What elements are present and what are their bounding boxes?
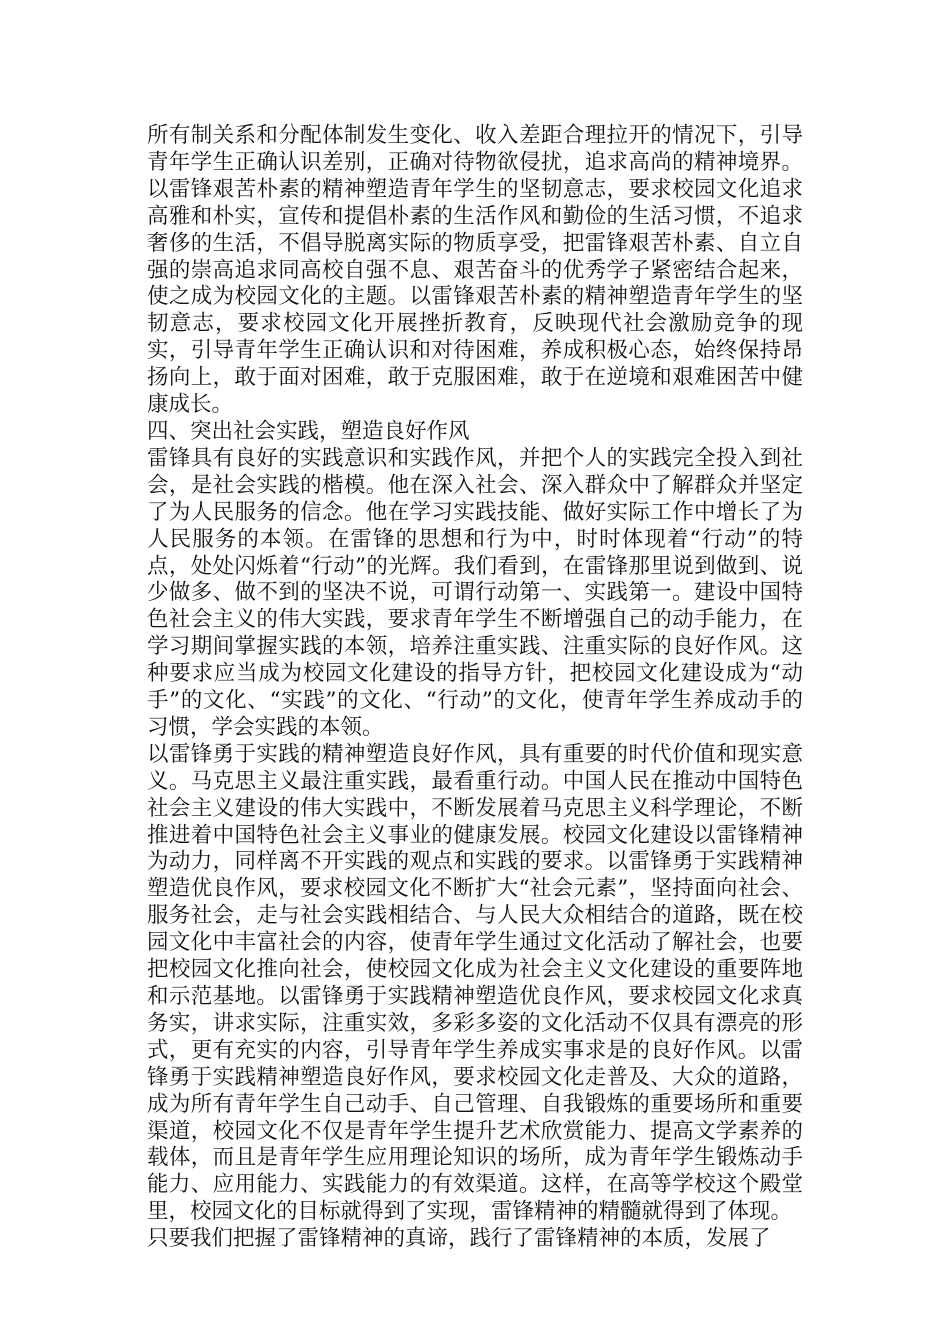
paragraph-simple-living: 所有制关系和分配体制发生变化、收入差距合理拉开的情况下，引导青年学生正确认识差别，正确对待物欲侵扰，追求高尚的精神境界。以雷锋艰苦朴素的精神塑造青年学生的坚韧意志，要求校园文化追求高雅和朴实，宣传和提倡朴素的生活作风和勤俭的生活习惯，不追求奢侈的生活，不倡导脱离实际的物质享受，把雷锋艰苦朴素、自立自强的崇高追求同高校自强不息、艰苦奋斗的优秀学子紧密结合起来，使之成为校园文化的主题。以雷锋艰苦朴素的精神塑造青年学生的坚韧意志，要求校园文化开展挫折教育，反映现代社会激励竞争的现实，引导青年学生正确认识和对待困难，养成积极心态，始终保持昂扬向上，敢于面对困难，敢于克服困难，敢于在逆境和艰难困苦中健康成长。 bbox=[147, 123, 803, 418]
paragraph-conclusion-start: 只要我们把握了雷锋精神的真谛，践行了雷锋精神的本质，发展了 bbox=[147, 1226, 771, 1252]
paragraph-practice-spirit: 以雷锋勇于实践的精神塑造良好作风，具有重要的时代价值和现实意义。马克思主义最注重实践，最看重行动。中国人民在推动中国特色社会主义建设的伟大实践中，不断发展着马克思主义科学理论，不断推进着中国特色社会主义事业的健康发展。校园文化建设以雷锋精神为动力，同样离不开实践的观点和实践的要求。以雷锋勇于实践精神塑造优良作风，要求校园文化不断扩大“社会元素”，坚持面向社会、服务社会，走与社会实践相结合、与人民大众相结合的道路，既在校园文化中丰富社会的内容，使青年学生通过文化活动了解社会，也要把校园文化推向社会，使校园文化成为社会主义文化建设的重要阵地和示范基地。以雷锋勇于实践精神塑造优良作风，要求校园文化求真务实，讲求实际，注重实效，多彩多姿的文化活动不仅具有漂亮的形式，更有充实的内容，引导青年学生养成实事求是的良好作风。以雷锋勇于实践精神塑造良好作风，要求校园文化走普及、大众的道路，成为所有青年学生自己动手、自己管理、自我锻炼的重要场所和重要渠道，校园文化不仅是青年学生提升艺术欣赏能力、提高文学素养的载体，而且是青年学生应用理论知识的场所，成为青年学生锻炼动手能力、应用能力、实践能力的有效渠道。这样，在高等学校这个殿堂里，校园文化的目标就得到了实现，雷锋精神的精髓就得到了体现。 bbox=[147, 741, 803, 1225]
paragraph-practice-awareness: 雷锋具有良好的实践意识和实践作风，并把个人的实践完全投入到社会，是社会实践的楷模。他在深入社会、深入群众中了解群众并坚定了为人民服务的信念。他在学习实践技能、做好实际工作中增长了为人民服务的本领。在雷锋的思想和行为中，时时体现着“行动”的特点，处处闪烁着“行动”的光辉。我们看到，在雷锋那里说到做到、说少做多、做不到的坚决不说，可谓行动第一、实践第一。建设中国特色社会主义的伟大实践，要求青年学生不断增强自己的动手能力，在学习期间掌握实践的本领，培养注重实践、注重实际的良好作风。这种要求应当成为校园文化建设的指导方针，把校园文化建设成为“动手”的文化、“实践”的文化、“行动”的文化，使青年学生养成动手的习惯，学会实践的本领。 bbox=[147, 445, 803, 740]
document-body bbox=[147, 123, 803, 1253]
section-heading-social-practice: 四、突出社会实践，塑造良好作风 bbox=[147, 418, 470, 444]
